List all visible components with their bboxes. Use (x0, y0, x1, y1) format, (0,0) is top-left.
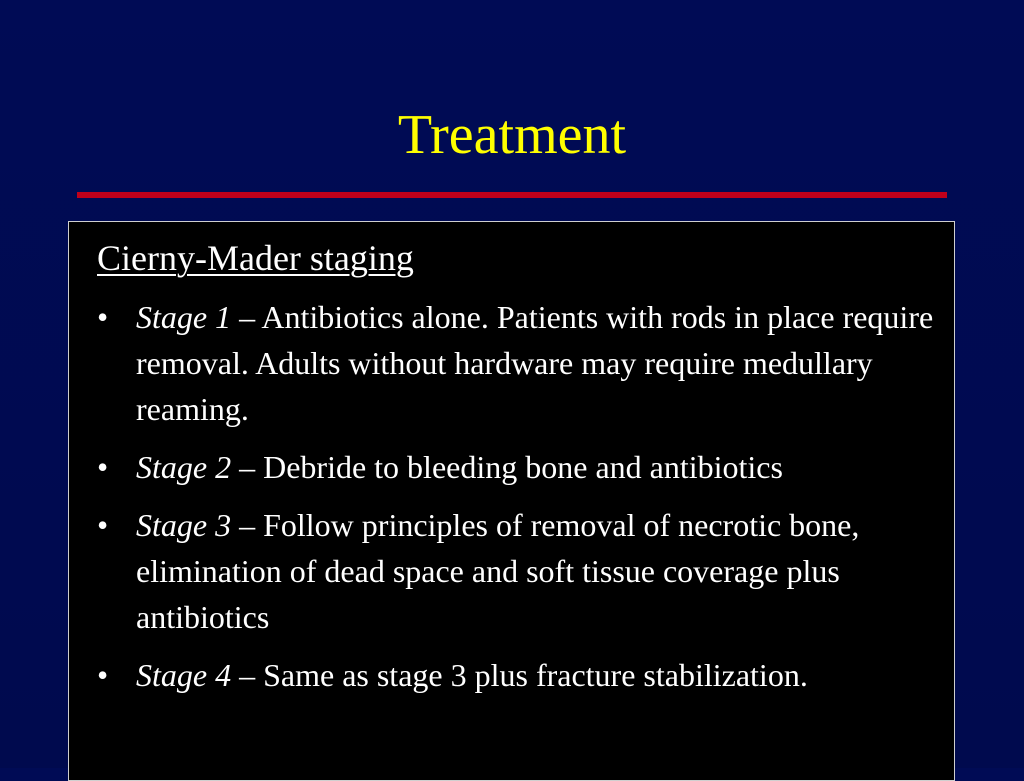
list-item-stage-2 (97, 444, 947, 490)
bullet-icon: • (97, 449, 109, 485)
stage-label: Stage 1 (136, 299, 232, 335)
stage-label: Stage 4 (136, 657, 232, 693)
list-item-stage-4 (97, 652, 947, 698)
stage-separator: – (231, 299, 262, 335)
list-item-stage-1 (97, 294, 947, 432)
slide-title: Treatment (397, 104, 627, 166)
stage-separator: – (231, 507, 264, 543)
stage-label: Stage 2 (136, 449, 232, 485)
stage-separator: – (231, 449, 264, 485)
title-divider (77, 192, 947, 198)
stage-description: Antibiotics alone. Patients with rods in place require removal. Adults without hardware may require medullary reaming. (136, 299, 934, 427)
staging-heading: Cierny-Mader staging (97, 238, 414, 278)
stage-label: Stage 3 (136, 507, 232, 543)
stage-list (97, 294, 947, 710)
stage-description: Follow principles of removal of necrotic bone, elimination of dead space and soft tissue coverage plus antibiotics (136, 507, 860, 635)
list-item-stage-3 (97, 502, 947, 640)
stage-description: Same as stage 3 plus fracture stabilization. (263, 657, 808, 693)
bullet-icon: • (97, 299, 109, 335)
stage-separator: – (231, 657, 264, 693)
content-box (68, 221, 955, 781)
bullet-icon: • (97, 657, 109, 693)
stage-description: Debride to bleeding bone and antibiotics (263, 449, 783, 485)
bullet-icon: • (97, 507, 109, 543)
